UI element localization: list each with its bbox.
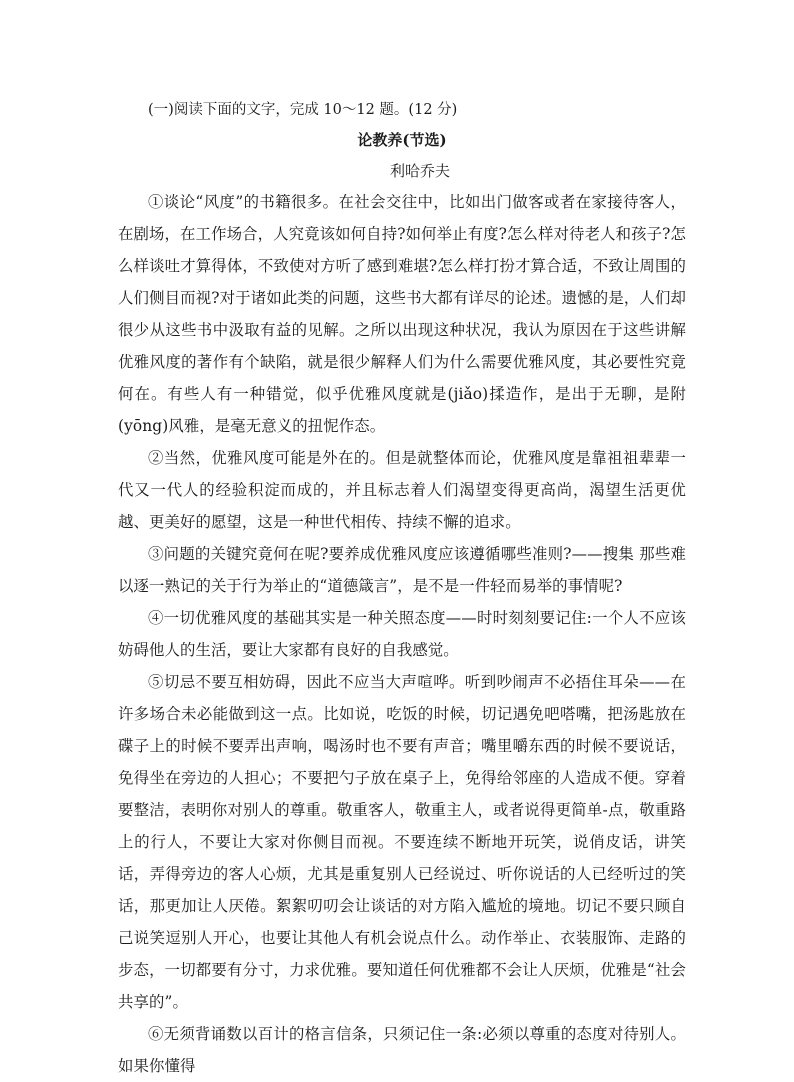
paragraph-1: ①谈论“风度”的书籍很多。在社会交往中，比如出门做客或者在家接待客人，在剧场，在工作场合，人究竟该如何自持?如何举止有度?怎么样对待老人和孩子?怎么样谈吐才算得体，不致使对方听了感到难堪?怎么样打扮才算合适，不致让周围的人们侧目而视?对于诸如此类的问题，这些书大都有详尽的论述。遗憾的是，人们却很少从这些书中汲取有益的见解。之所以出现这种状况，我认为原因在于这些讲解优雅风度的著作有个缺陷，就是很少解释人们为什么需要优雅风度，其必要性究竟何在。有些人有一种错觉，似乎优雅风度就是(jiǎo)揉造作，是出于无聊，是附(yōng)风雅，是毫无意义的扭怩作态。 (118, 193, 686, 435)
paragraph-3: ③问题的关键究竟何在呢?要养成优雅风度应该遵循哪些准则?——搜集 那些难以逐一熟记的关于行为举止的“道德箴言”，是不是一件轻而易举的事情呢? (118, 545, 686, 595)
document-page (118, 96, 686, 1082)
question-instruction: (一)阅读下面的文字，完成 10～12 题。(12 分) (148, 102, 458, 118)
paragraph-4: ④一切优雅风度的基础其实是一种关照态度——时时刻刻要记住:一个人不应该妨碍他人的生活，要让大家都有良好的自我感觉。 (118, 609, 686, 659)
paragraph-5: ⑤切忌不要互相妨碍，因此不应当大声喧哗。听到吵闹声不必捂住耳朵——在许多场合未必能做到这一点。比如说，吃饭的时候，切记遇免吧嗒嘴，把汤匙放在碟子上的时候不要弄出声响，喝汤时也不要有声音；嘴里嚼东西的时候不要说话，免得坐在旁边的人担心；不要把勺子放在桌子上，免得给邻座的人造成不便。穿着要整洁，表明你对别人的尊重。敬重客人，敬重主人，或者说得更简单-点，敬重路上的行人，不要让大家对你侧目而视。不要连续不断地开玩笑，说俏皮话，讲笑话，弄得旁边的客人心烦，尤其是重复别人已经说过、听你说话的人已经听过的笑话，那更加让人厌倦。絮絮叨叨会让谈话的对方陷入尴尬的境地。切记不要只顾自己说笑逗别人开心，也要让其他人有机会说点什么。动作举止、衣装服饰、走路的步态，一切都要有分寸，力求优雅。要知道任何优雅都不会让人厌烦，优雅是“社会共享的”。 (118, 673, 686, 1011)
paragraph-2: ②当然，优雅风度可能是外在的。但是就整体而论，优雅风度是靠祖祖辈辈一代又一代人的经验积淀而成的，并且标志着人们渴望变得更高尚，渴望生活更优越、更美好的愿望，这是一种世代相传、持续不懈的追求。 (118, 449, 686, 531)
paragraph-6: ⑥无须背诵数以百计的格言信条，只须记住一条:必须以尊重的态度对待别人。如果你懂得 (118, 1025, 686, 1075)
article-title: 论教养(节选) (357, 131, 447, 149)
article-author: 利哈乔夫 (389, 162, 450, 180)
